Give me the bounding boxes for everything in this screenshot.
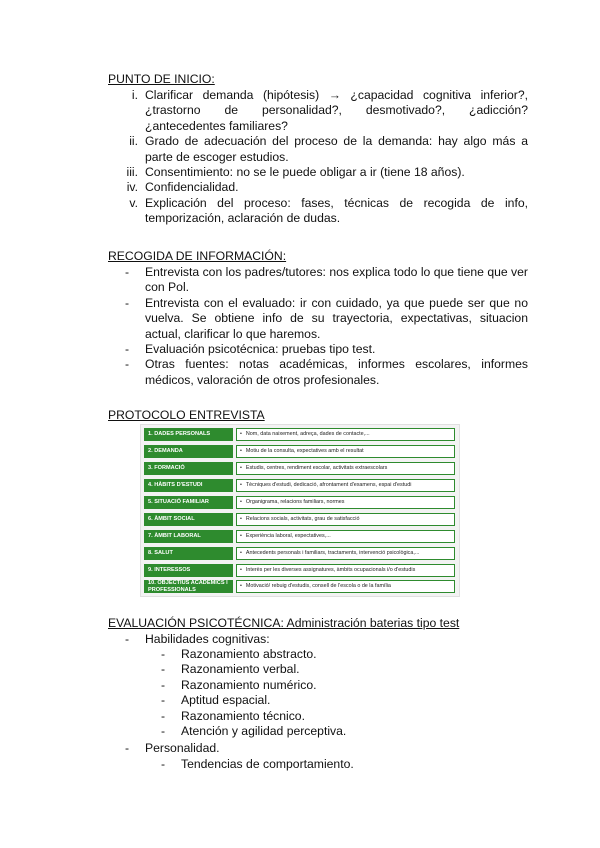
list-item [108,180,528,195]
list-item-text: Atención y agilidad perceptiva. [181,724,347,739]
bullet-icon: • [240,550,242,556]
list-item [108,632,528,647]
list-marker: - [160,677,166,692]
section-heading-evaluacion: EVALUACIÓN PSICOTÉCNICA: Administración baterias tipo test [108,616,460,630]
table-row [144,513,455,526]
table-row [144,445,455,458]
row-value [236,428,455,441]
sub-list-item [108,678,528,693]
list-item-text: Clarificar demanda (hipótesis) → ¿capacidad cognitiva inferior?, ¿trastorno de personalidad?, desmotivado?, ¿adicción? ¿antecedentes familiares? [145,88,528,133]
list-marker: ii. [129,134,138,149]
list-marker: - [124,741,130,755]
list-item-text: Entrevista con el evaluado: ir con cuidado, ya que puede ser que no vuelva. Se obtiene info de su trayectoria, expectativas, situacion actual, clarificar lo que haremos. [145,295,528,341]
punto-de-inicio-list [108,88,528,227]
row-label: 4. HÀBITS D'ESTUDI [144,479,233,492]
list-item-text: Personalidad. [145,741,220,755]
row-value [236,496,455,509]
bullet-icon: • [240,465,242,471]
row-value [236,564,455,577]
table-row [144,580,455,593]
list-marker: - [160,647,166,661]
list-item-text: Razonamiento técnico. [181,708,305,723]
personalidad-list [108,741,528,756]
list-item-text: Grado de adecuación del proceso de la demanda: hay algo más a parte de escoger estudios. [145,134,528,164]
table-row [144,479,455,492]
list-marker: - [124,295,130,310]
row-value-text: Tècniques d'estudi, dedicació, afrontament d'examens, espai d'estudi [245,482,412,488]
row-value-text: Nom, data naixement, adreça, dades de contacte,... [245,431,370,437]
row-value [236,547,455,560]
row-value-text: Interès per les diverses assignatures, àmbits ocupacionals i/o d'estudis [245,567,416,573]
row-label: 1. DADES PERSONALS [144,428,233,441]
list-item [108,296,528,342]
list-marker: - [124,357,130,372]
list-item [108,196,528,227]
list-item [108,265,528,296]
list-item-text: Tendencias de comportamiento. [181,757,354,771]
list-item [108,88,528,134]
bullet-icon: • [240,533,242,539]
list-item [108,357,528,388]
list-item [108,741,528,756]
list-marker: - [160,757,166,771]
list-item-text: Consentimiento: no se le puede obligar a ir (tiene 18 años). [145,165,465,180]
row-value-text: Motivació/ rebuig d'estudis, consell de l'escola o de la família [245,583,391,589]
section-heading-recogida: RECOGIDA DE INFORMACIÓN: [108,249,287,263]
habilidades-sublist [108,647,528,739]
table-row [144,428,455,441]
list-marker: - [160,662,166,677]
row-label: 6. ÀMBIT SOCIAL [144,513,233,526]
list-item [108,165,528,180]
table-row [144,496,455,509]
list-marker: - [124,632,130,646]
list-item [108,342,528,357]
bullet-icon: • [240,431,242,437]
bullet-icon: • [240,499,242,505]
list-item-text: Confidencialidad. [145,180,239,195]
list-item-text: Evaluación psicotécnica: pruebas tipo test. [145,342,376,357]
row-label: 5. SITUACIÓ FAMILIAR [144,496,233,509]
list-marker: - [124,265,130,279]
row-value-text: Estudis, centres, rendiment escolar, activitats extraescolars [245,465,388,471]
row-label: 9. INTERESSOS [144,564,233,577]
list-marker: iv. [126,180,138,195]
recogida-list [108,265,528,388]
list-item [108,134,528,165]
table-row [144,564,455,577]
list-item-text: Razonamiento abstracto. [181,647,317,661]
row-value [236,479,455,492]
bullet-icon: • [240,482,242,488]
evaluacion-list [108,632,528,647]
section-heading-punto-de-inicio: PUNTO DE INICIO: [108,72,215,86]
row-label: 2. DEMANDA [144,445,233,458]
list-marker: - [160,708,166,723]
list-marker: iii. [126,165,138,180]
row-value-text: Relacions socials, activitats, grau de satisfacció [245,516,360,522]
row-value [236,530,455,543]
row-label: 3. FORMACIÓ [144,462,233,475]
list-marker: - [124,342,130,357]
row-label: 7. ÀMBIT LABORAL [144,530,233,543]
list-marker: - [160,693,166,708]
bullet-icon: • [240,516,242,522]
sub-list-item [108,724,528,739]
list-item-text: Aptitud espacial. [181,693,271,708]
list-item-text: Razonamiento verbal. [181,662,300,677]
row-value [236,445,455,458]
row-value-text: Antecedents personals i familiars, tractaments, intervenció psicològica,... [245,550,420,556]
protocol-table [140,424,460,597]
row-value [236,580,455,593]
row-value-text: Organigrama, relacions familiars, normes [245,499,345,505]
list-item-text: Razonamiento numérico. [181,677,317,692]
bullet-icon: • [240,583,242,589]
bullet-icon: • [240,448,242,454]
row-value [236,462,455,475]
personalidad-sublist [108,757,528,772]
list-item-text: Habilidades cognitivas: [145,632,270,646]
table-row [144,462,455,475]
sub-list-item [108,647,528,662]
table-row [144,530,455,543]
list-item-text: Entrevista con los padres/tutores: nos explica todo lo que tiene que ver con Pol. [145,265,528,295]
row-value [236,513,455,526]
row-label: 10. OBJECTIUS ACADÈMICS I PROFESSIONALS [144,580,233,593]
list-item-text: Explicación del proceso: fases, técnicas de recogida de info, temporización, aclaración de dudas. [145,195,528,226]
row-label: 8. SALUT [144,547,233,560]
sub-list-item [108,709,528,724]
row-value-text: Experiència laboral, expectatives,... [245,533,331,539]
sub-list-item [108,662,528,677]
sub-list-item [108,693,528,708]
list-item-text: Otras fuentes: notas académicas, informes escolares, informes médicos, valoración de otros profesionales. [145,357,528,387]
list-marker: v. [129,195,138,210]
bullet-icon: • [240,567,242,573]
row-value-text: Motiu de la consulta, expectatives amb el resultat [245,448,364,454]
sub-list-item [108,757,528,772]
list-marker: - [160,724,166,739]
table-row [144,547,455,560]
section-heading-protocolo: PROTOCOLO ENTREVISTA [108,408,265,422]
list-marker: i. [131,88,138,102]
